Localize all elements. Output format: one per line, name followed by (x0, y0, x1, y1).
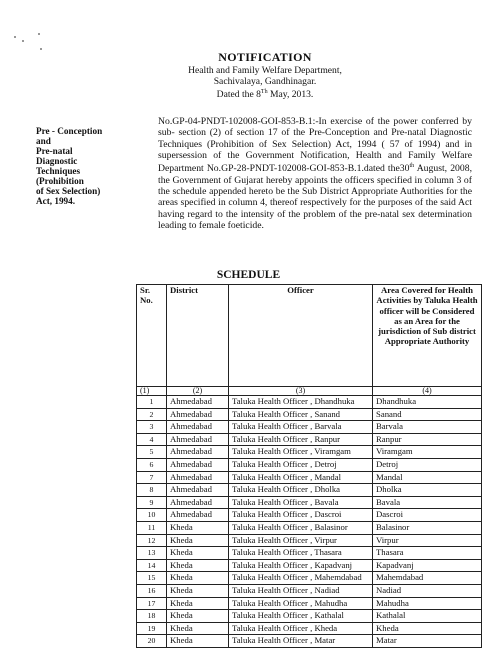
sr-no-cell: 13 (137, 547, 167, 560)
district-cell: Kheda (167, 635, 229, 648)
area-cell: Thasara (373, 547, 482, 560)
scan-speck (14, 36, 16, 38)
sidebar-line: Pre - Conception (36, 126, 103, 136)
area-cell: Barvala (373, 421, 482, 434)
table-row (137, 509, 482, 522)
officer-cell: Taluka Health Officer , Nadiad (229, 584, 373, 597)
table-row (137, 446, 482, 459)
sr-no-cell: 19 (137, 622, 167, 635)
table-row (137, 396, 482, 409)
officer-cell: Taluka Health Officer , Detroj (229, 458, 373, 471)
officer-cell: Taluka Health Officer , Virpur (229, 534, 373, 547)
sidebar-line: of Sex Selection) (36, 186, 101, 196)
area-header: Area Covered for Health Activities by Taluka Health officer will be Considered as an Area for the jurisdiction of Sub district Appropriate Authority (373, 285, 482, 387)
column-number-row (137, 387, 482, 396)
sr-no-cell: 3 (137, 421, 167, 434)
officer-cell: Taluka Health Officer , Dholka (229, 484, 373, 497)
scan-speck (40, 48, 42, 50)
area-cell: Matar (373, 635, 482, 648)
table-row (137, 597, 482, 610)
district-cell: Ahmedabad (167, 396, 229, 409)
sr-no-cell: 18 (137, 610, 167, 623)
table-row (137, 622, 482, 635)
district-cell: Kheda (167, 584, 229, 597)
schedule-rows (137, 396, 482, 648)
area-cell: Sanand (373, 408, 482, 421)
table-header-row (137, 285, 482, 387)
column-number: (3) (229, 387, 373, 396)
department-line: Health and Family Welfare Department, (188, 65, 342, 76)
schedule-title: SCHEDULE (216, 269, 281, 281)
area-cell: Kapadvanj (373, 559, 482, 572)
date-prefix: Dated the 8 (216, 89, 261, 101)
sidebar-line: Techniques (36, 166, 81, 176)
officer-cell: Taluka Health Officer , Sanand (229, 408, 373, 421)
body-text-part2: August, 2008, the Government of Gujarat hereby appoints the officers specified in column 3 of the schedule appended hereto be the Sub District Appropriate Authorities for the areas specified in column 4, thereof respectively for the purposes of the said Act having regard to the intensity of the problem of the pre-natal sex determination leading to female foeticide. (158, 163, 472, 231)
district-cell: Ahmedabad (167, 421, 229, 434)
sr-no-cell: 4 (137, 433, 167, 446)
officer-header: Officer (229, 285, 373, 387)
district-cell: Ahmedabad (167, 433, 229, 446)
sr-no-cell: 7 (137, 471, 167, 484)
body-superscript: th (409, 163, 415, 170)
sidebar-line: Act, 1994. (36, 196, 76, 206)
table-row (137, 471, 482, 484)
scan-speck (38, 33, 40, 35)
district-cell: Ahmedabad (167, 446, 229, 459)
table-row (137, 458, 482, 471)
table-row (137, 610, 482, 623)
district-cell: Ahmedabad (167, 471, 229, 484)
sr-no-cell: 14 (137, 559, 167, 572)
sr-no-cell: 16 (137, 584, 167, 597)
district-cell: Ahmedabad (167, 496, 229, 509)
notification-title: NOTIFICATION (218, 50, 312, 64)
district-cell: Kheda (167, 597, 229, 610)
area-cell: Mandal (373, 471, 482, 484)
column-number: (4) (373, 387, 482, 396)
sr-no-cell: 12 (137, 534, 167, 547)
body-text-part1: No.GP-04-PNDT-102008-GOI-853-B.1:-In exercise of the power conferred by sub- section (2) of section 17 of the Pre-Conception and Pre-natal Diagnostic Techniques (Prohibition of Sex Selection) Act, 1994 ( 57 of 1994) and in supersession of the Government Notification, Health and Family Welfare Department No.GP-28-PNDT-102008-GOI-853-B.1.dated the30 (158, 116, 472, 175)
area-cell: Kathalal (373, 610, 482, 623)
sr-no-cell: 15 (137, 572, 167, 585)
district-cell: Ahmedabad (167, 458, 229, 471)
sidebar-line: and (36, 136, 51, 146)
district-cell: Ahmedabad (167, 408, 229, 421)
officer-cell: Taluka Health Officer , Ranpur (229, 433, 373, 446)
area-cell: Kheda (373, 622, 482, 635)
area-cell: Mahudha (373, 597, 482, 610)
table-row (137, 559, 482, 572)
sr-no-cell: 6 (137, 458, 167, 471)
date-line (120, 87, 410, 100)
district-cell: Kheda (167, 622, 229, 635)
table-row (137, 572, 482, 585)
date-superscript: Th (260, 89, 268, 95)
table-row (137, 484, 482, 497)
area-cell: Detroj (373, 458, 482, 471)
district-cell: Ahmedabad (167, 484, 229, 497)
sr-no-cell: 1 (137, 396, 167, 409)
sr-no-cell: 9 (137, 496, 167, 509)
area-cell: Viramgam (373, 446, 482, 459)
officer-cell: Taluka Health Officer , Mahudha (229, 597, 373, 610)
sidebar-line: Diagnostic (36, 156, 78, 166)
sidebar-line: (Prohibition (36, 176, 84, 186)
area-cell: Ranpur (373, 433, 482, 446)
act-sidebar-heading (36, 126, 128, 206)
table-row (137, 408, 482, 421)
district-cell: Kheda (167, 610, 229, 623)
sr-no-header: Sr. No. (137, 285, 167, 387)
area-cell: Mahemdabad (373, 572, 482, 585)
date-suffix: May, 2013. (267, 89, 314, 101)
office-line: Sachivalaya, Gandhinagar. (213, 76, 317, 87)
district-cell: Kheda (167, 547, 229, 560)
officer-cell: Taluka Health Officer , Thasara (229, 547, 373, 560)
officer-cell: Taluka Health Officer , Matar (229, 635, 373, 648)
sr-no-cell: 20 (137, 635, 167, 648)
column-number: (1) (137, 387, 167, 396)
notification-header (120, 50, 410, 100)
district-header: District (167, 285, 229, 387)
sr-no-cell: 17 (137, 597, 167, 610)
table-row (137, 635, 482, 648)
district-cell: Kheda (167, 559, 229, 572)
area-cell: Dholka (373, 484, 482, 497)
officer-cell: Taluka Health Officer , Balasinor (229, 521, 373, 534)
district-cell: Kheda (167, 521, 229, 534)
officer-cell: Taluka Health Officer , Bavala (229, 496, 373, 509)
table-row (137, 534, 482, 547)
district-cell: Kheda (167, 534, 229, 547)
table-row (137, 421, 482, 434)
district-cell: Ahmedabad (167, 509, 229, 522)
table-row (137, 584, 482, 597)
officer-cell: Taluka Health Officer , Kathalal (229, 610, 373, 623)
column-number: (2) (167, 387, 229, 396)
officer-cell: Taluka Health Officer , Dascroi (229, 509, 373, 522)
table-row (137, 433, 482, 446)
sr-no-cell: 5 (137, 446, 167, 459)
officer-cell: Taluka Health Officer , Barvala (229, 421, 373, 434)
officer-cell: Taluka Health Officer , Mahemdabad (229, 572, 373, 585)
table-row (137, 547, 482, 560)
officer-cell: Taluka Health Officer , Dhandhuka (229, 396, 373, 409)
table-row (137, 521, 482, 534)
sr-no-cell: 10 (137, 509, 167, 522)
sr-no-cell: 11 (137, 521, 167, 534)
area-cell: Nadiad (373, 584, 482, 597)
officer-cell: Taluka Health Officer , Mandal (229, 471, 373, 484)
sidebar-line: Pre-natal (36, 146, 73, 156)
sr-no-cell: 2 (137, 408, 167, 421)
area-cell: Dascroi (373, 509, 482, 522)
sr-no-cell: 8 (137, 484, 167, 497)
schedule-table (136, 284, 482, 648)
officer-cell: Taluka Health Officer , Kapadvanj (229, 559, 373, 572)
notification-body (158, 116, 472, 231)
scan-speck (22, 40, 24, 42)
officer-cell: Taluka Health Officer , Viramgam (229, 446, 373, 459)
district-cell: Kheda (167, 572, 229, 585)
table-row (137, 496, 482, 509)
area-cell: Balasinor (373, 521, 482, 534)
area-cell: Virpur (373, 534, 482, 547)
officer-cell: Taluka Health Officer , Kheda (229, 622, 373, 635)
area-cell: Bavala (373, 496, 482, 509)
area-cell: Dhandhuka (373, 396, 482, 409)
